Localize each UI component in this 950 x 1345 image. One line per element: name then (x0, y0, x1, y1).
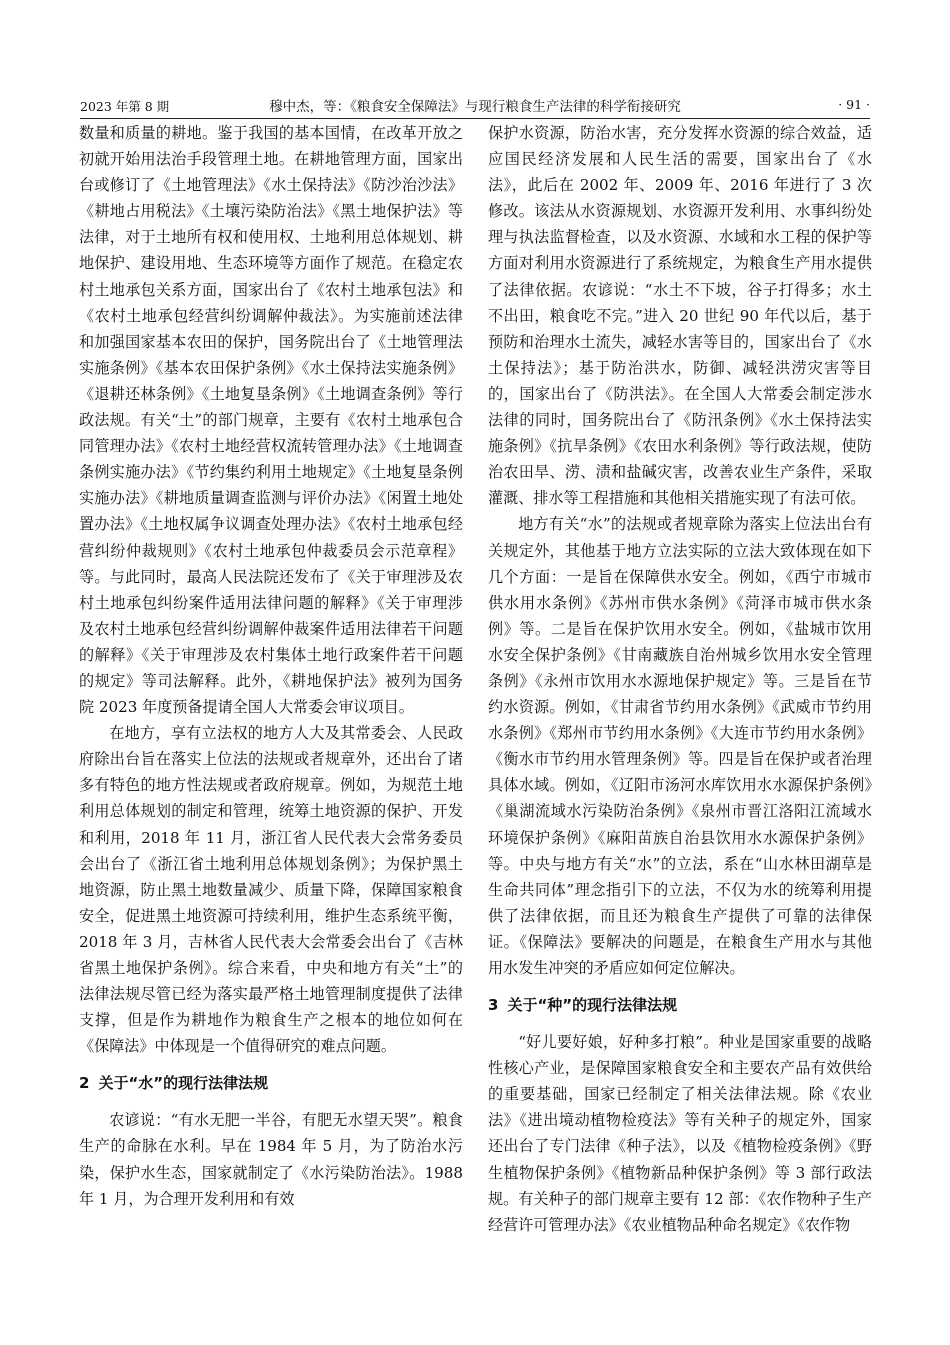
header-rule (80, 118, 870, 119)
section-title: 关于“种”的现行法律法规 (507, 996, 678, 1015)
left-column (79, 120, 463, 1212)
journal-issue: 2023 年第 8 期 (80, 99, 170, 114)
page-number: · 91 · (838, 97, 870, 112)
paragraph-land-laws: 数量和质量的耕地。鉴于我国的基本国情，在改革开放之初就开始用法治手段管理土地。在耕地管理方面，国家出台或修订了《土地管理法》《水土保持法》《防沙治沙法》《耕地占用税法》《土壤污染防治法》《黑土地保护法》等法律，对于土地所有权和使用权、土地利用总体规划、耕地保护、建设用地、生态环境等方面作了规范。在稳定农村土地承包关系方面，国家出台了《农村土地承包法》和《农村土地承包经营纠纷调解仲裁法》。为实施前述法律和加强国家基本农田的保护，国务院出台了《土地管理法实施条例》《基本农田保护条例》《水土保持法实施条例》《退耕还林条例》《土地复垦条例》《土地调查条例》等行政法规。有关“土”的部门规章，主要有《农村土地承包合同管理办法》《农村土地经营权流转管理办法》《土地调查条例实施办法》《节约集约利用土地规定》《土地复垦条例实施办法》《耕地质量调查监测与评价办法》《闲置土地处置办法》《土地权属争议调查处理办法》《农村土地承包经营纠纷仲裁规则》《农村土地承包仲裁委员会示范章程》等。与此同时，最高人民法院还发布了《关于审理涉及农村土地承包纠纷案件适用法律问题的解释》《关于审理涉及农村土地承包经营纠纷调解仲裁案件适用法律若干问题的解释》《关于审理涉及农村集体土地行政案件若干问题的规定》等司法解释。此外，《耕地保护法》被列为国务院 2023 年度预备提请全国人大常委会审议项目。 (79, 124, 463, 717)
section-title: 关于“水”的现行法律法规 (98, 1074, 269, 1093)
paragraph-seed-laws: “好儿要好娘，好种多打粮”。种业是国家重要的战略性核心产业，是保障国家粮食安全和主要农产品有效供给的重要基础，国家已经制定了相关法律法规。除《农业法》《进出境动植物检疫法》等有关种子的规定外，国家还出台了专门法律《种子法》，以及《植物检疫条例》《野生植物保护条例》《植物新品种保护条例》等 3 部行政法规。有关种子的部门规章主要有 12 部：《农作物种子生产经营许可管理办法》《农业植物品种命名规定》《农作物 (488, 1033, 872, 1234)
section-heading-water (79, 1071, 463, 1095)
section-number: 3 (488, 996, 499, 1015)
paragraph-local-water-rules: 地方有关“水”的法规或者规章除为落实上位法出台有关规定外，其他基于地方立法实际的立法大致体现在如下几个方面：一是旨在保障供水安全。例如，《西宁市城市供水用水条例》《苏州市供水条例》《菏泽市城市供水条例》等。二是旨在保护饮用水安全。例如，《盐城市饮用水安全保护条例》《甘南藏族自治州城乡饮用水安全管理条例》《永州市饮用水水源地保护规定》等。三是旨在节约水资源。例如，《甘肃省节约用水条例》《武威市节约用水条例》《郑州市节约用水条例》《大连市节约用水条例》《衡水市节约用水管理条例》等。四是旨在保护或者治理具体水域。例如，《辽阳市汤河水库饮用水水源保护条例》《巢湖流域水污染防治条例》《泉州市晋江洛阳江流域水环境保护条例》《麻阳苗族自治县饮用水水源保护条例》等。中央与地方有关“水”的立法，系在“山水林田湖草是生命共同体”理念指引下的立法，不仅为水的统筹利用提供了法律依据，而且还为粮食生产提供了可靠的法律保证。《保障法》要解决的问题是，在粮食生产用水与其他用水发生冲突的矛盾应如何定位解决。 (488, 515, 872, 977)
running-header (80, 95, 870, 117)
paragraph-water-laws: 保护水资源，防治水害，充分发挥水资源的综合效益，适应国民经济发展和人民生活的需要，国家出台了《水法》，此后在 2002 年、2009 年、2016 年进行了 3 次修改。该法从水资源规划、水资源开发利用、水事纠纷处理与执法监督检查，以及水资源、水域和水工程的保护等方面对利用水资源进行了系统规定，为粮食生产用水提供了法律依据。农谚说：“水土不下坡，谷子打得多；水土不出田，粮食吃不完。”进入 20 世纪 90 年代以后，基于预防和治理水土流失，减轻水害等目的，国家出台了《水土保持法》；基于防治洪水，防御、减轻洪涝灾害等目的，国家出台了《防洪法》。在全国人大常委会制定涉水法律的同时，国务院出台了《防汛条例》《水土保持法实施条例》《抗旱条例》《农田水利条例》等行政法规，使防治农田旱、涝、渍和盐碱灾害，改善农业生产条件，采取灌溉、排水等工程措施和其他相关措施实现了有法可依。 (488, 124, 872, 508)
section-heading-seed (488, 993, 872, 1017)
right-column (488, 120, 872, 1238)
running-title: 穆中杰，等：《粮食安全保障法》与现行粮食生产法律的科学衔接研究 (269, 99, 681, 115)
section-number: 2 (79, 1074, 90, 1093)
paragraph-local-land-rules: 在地方，享有立法权的地方人大及其常委会、人民政府除出台旨在落实上位法的法规或者规章外，还出台了诸多有特色的地方性法规或者政府规章。例如，为规范土地利用总体规划的制定和管理，统筹土地资源的保护、开发和利用，2018 年 11 月，浙江省人民代表大会常务委员会出台了《浙江省土地利用总体规划条例》；为保护黑土地资源，防止黑土地数量减少、质量下降，保障国家粮食安全，促进黑土地资源可持续利用，维护生态系统平衡，2018 年 3 月，吉林省人民代表大会常委会出台了《吉林省黑土地保护条例》。综合来看，中央和地方有关“土”的法律法规尽管已经为落实最严格土地管理制度提供了法律支撑，但是作为耕地作为粮食生产之根本的地位如何在《保障法》中体现是一个值得研究的难点问题。 (79, 724, 463, 1056)
paragraph-water-intro: 农谚说：“有水无肥一半谷，有肥无水望天哭”。粮食生产的命脉在水利。早在 1984 年 5 月，为了防治水污染，保护水生态，国家就制定了《水污染防治法》。1988 年 1 月，为合理开发利用和有效 (79, 1111, 463, 1208)
